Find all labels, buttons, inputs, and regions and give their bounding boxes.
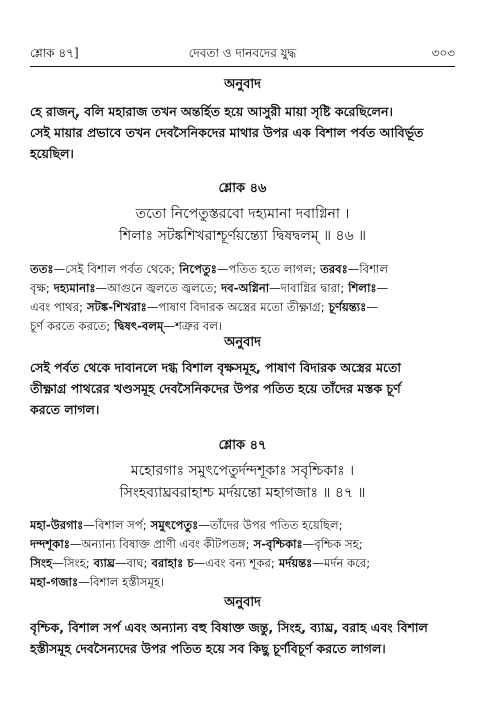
translation-47-line-2: হস্তীসমূহ দেবসৈন্যদের উপর পতিত হয়ে সব কিছু চূর্ণবিচূর্ণ করতে লাগল। (30, 641, 386, 656)
running-header (30, 44, 455, 62)
verse-47-line-2: সিংহব্যাঘ্রবরাহাশ্চ মর্দয়ন্তো মহাগজাঃ ॥ ৪৭ ॥ (119, 485, 366, 501)
verse-46-heading: শ্লোক ৪৬ (218, 181, 267, 196)
translation-46-line-1: সেই পর্বত থেকে দাবানলে দগ্ধ বিশাল বৃক্ষসমূহ, পাষাণ বিদারক অস্ত্রের মতো (30, 360, 402, 375)
verse-46-synonyms (30, 260, 455, 336)
verse-46-gloss-line-4: চূর্ণ করতে করতে; দ্বিষৎ-বলম্—শত্রুর বল। (30, 319, 223, 333)
translation-heading-47: অনুবাদ (224, 595, 261, 610)
verse-47-gloss-line-2: দন্দশূকাঃ—অন্যান্য বিষাক্ত প্রাণী এবং কীটপতঙ্গ; স-বৃশ্চিকাঃ—বৃশ্চিক সহ; (30, 537, 363, 551)
verse-47-gloss-line-1: মহা-উরগাঃ—বিশাল সর্প; সমুৎপেতুঃ—তাঁদের উপর পতিত হয়েছিল; (30, 518, 343, 532)
translation-45-line-1: হে রাজন্, বলি মহারাজ তখন অন্তর্হিত হয়ে আসুরী মায়া সৃষ্টি করেছিলেন। (30, 104, 393, 119)
translation-45-line-2: সেই মায়ার প্রভাবে তখন দেবসৈনিকদের মাথার উপর এক বিশাল পর্বত আবির্ভূত (30, 125, 424, 140)
translation-46-line-3: করতে লাগল। (30, 402, 100, 417)
verse-47-gloss-line-4: মহা-গজাঃ—বিশাল হস্তীসমূহ। (30, 575, 165, 589)
translation-45-line-3: হয়েছিল। (30, 146, 74, 161)
header-page-number: ৩০৩ (431, 46, 455, 60)
verse-46-gloss-line-3: এবং পাথর; সটঙ্ক-শিখরাঃ—পাষাণ বিদারক অস্ত্রের মতো তীক্ষ্ণাগ্র; চূর্ণয়ন্ত্যঃ— (30, 300, 378, 314)
verse-46-gloss-line-2: বৃক্ষ; দহ্যমানাঃ—আগুনে জ্বলতে জ্বলতে; দব-অগ্নিনা—দাবাগ্নির দ্বারা; শিলাঃ— (30, 281, 389, 295)
header-verse-ref: শ্লোক ৪৭] (30, 46, 79, 60)
translation-46 (30, 357, 455, 420)
verse-47-heading: শ্লোক ৪৭ (218, 438, 267, 453)
translation-46-line-2: তীক্ষ্ণাগ্র পাথরের খণ্ডসমূহ দেবসৈনিকদের উপর পতিত হয়ে তাঁদের মস্তক চূর্ণ (30, 381, 401, 396)
header-chapter-title: দেবতা ও দানবদের যুদ্ধ (188, 46, 297, 60)
verse-46-gloss-line-1: ততঃ—সেই বিশাল পর্বত থেকে; নিপেতুঃ—পতিত হতে লাগল; তরবঃ—বিশাল (30, 262, 389, 276)
verse-47-synonyms (30, 516, 455, 592)
verse-47-line-1: মহোরগাঃ সমুৎপেতুর্দন্দশূকাঃ সবৃশ্চিকাঃ । (130, 463, 355, 479)
translation-heading-46: অনুবাদ (224, 335, 261, 350)
verse-47-text (30, 460, 455, 504)
verse-47-gloss-line-3: সিংহ—সিংহ; ব্যাঘ্র—বাঘ; বরাহাঃ চ—এবং বন্য শূকর; মর্দয়ন্তঃ—মর্দন করে; (30, 556, 371, 570)
header-rule (30, 66, 455, 67)
translation-47-line-1: বৃশ্চিক, বিশাল সর্প এবং অন্যান্য বহু বিষাক্ত জন্তু, সিংহ, ব্যাঘ্র, বরাহ এবং বিশাল (30, 620, 428, 635)
verse-46-line-2: শিলাঃ সটঙ্কশিখরাশ্চূর্ণয়ন্ত্যো দ্বিষদ্বলম্ ॥ ৪৬ ॥ (118, 228, 367, 244)
translation-heading-45: অনুবাদ (224, 77, 261, 92)
page (30, 0, 455, 709)
verse-46-text (30, 203, 455, 247)
translation-47 (30, 617, 455, 659)
translation-45 (30, 101, 455, 164)
verse-46-line-1: ততো নিপেতুস্তরবো দহ্যমানা দবাগ্নিনা । (135, 206, 350, 222)
